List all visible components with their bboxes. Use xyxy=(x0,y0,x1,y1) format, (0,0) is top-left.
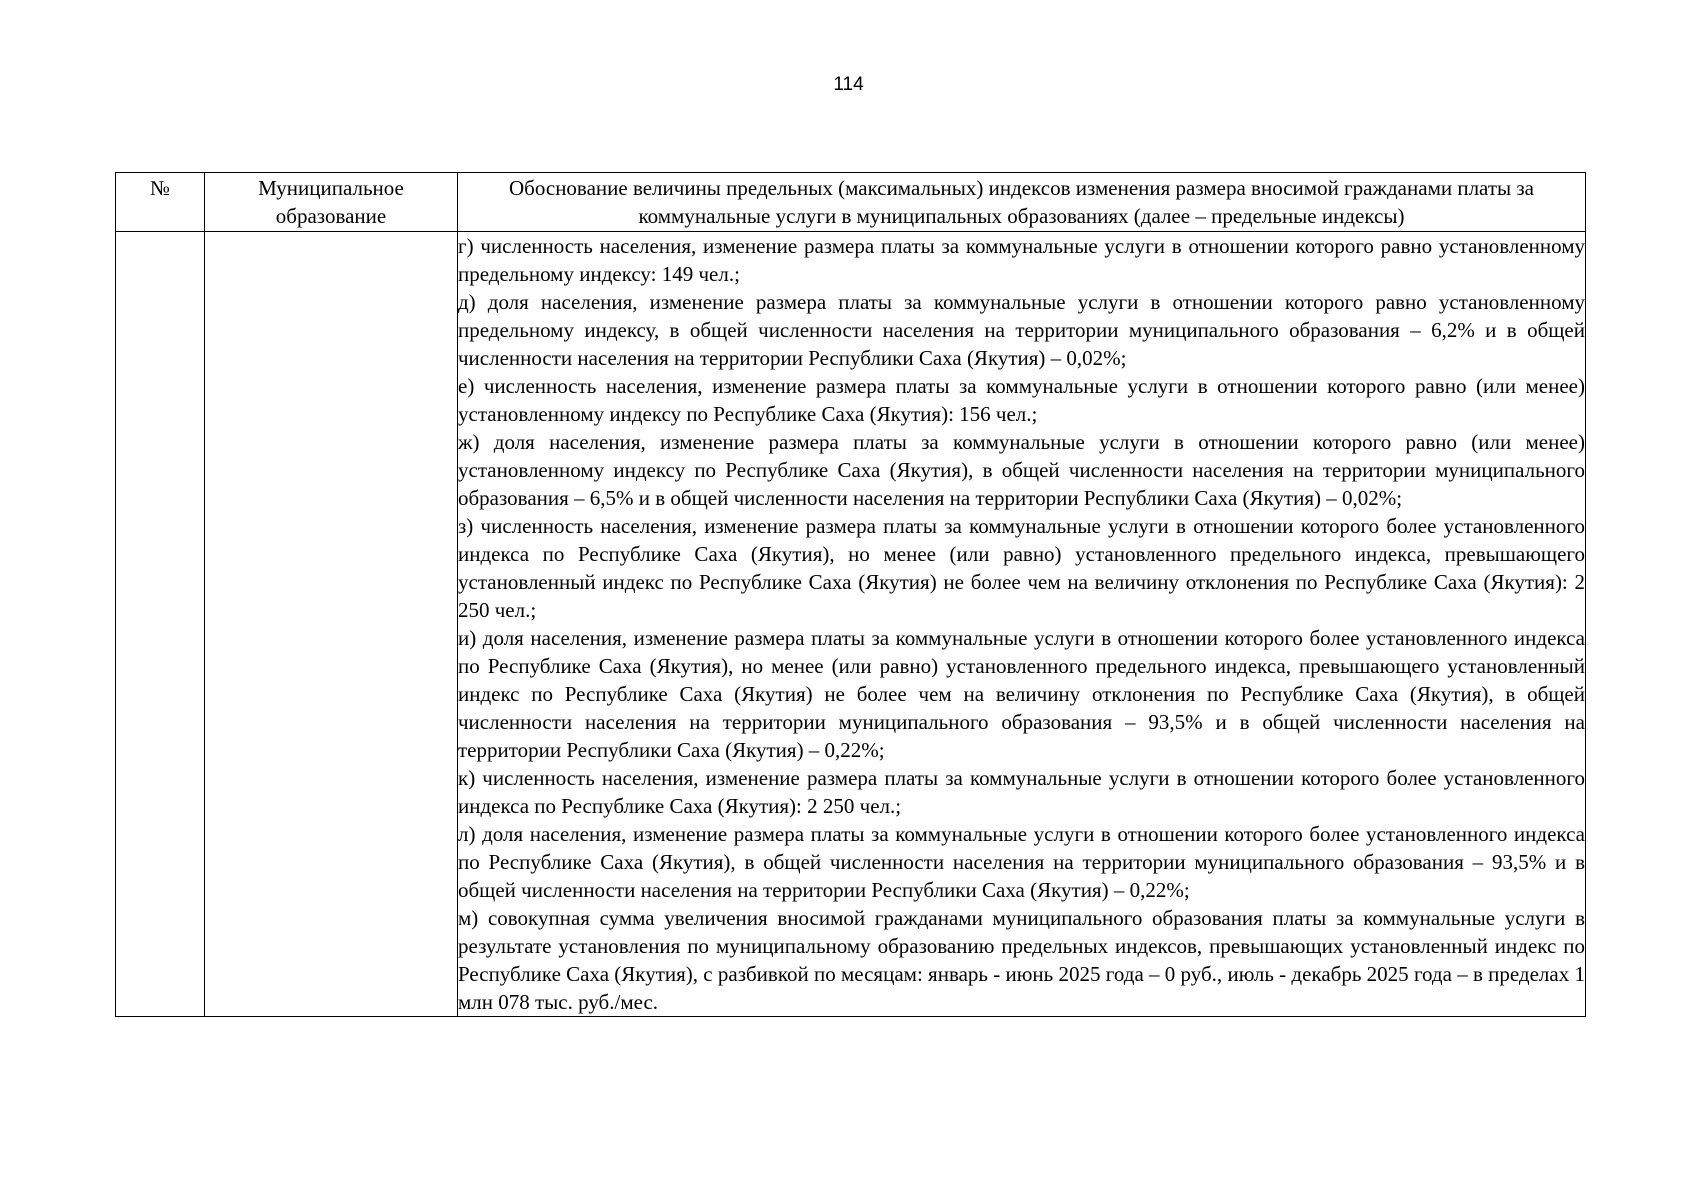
table-row xyxy=(116,232,1586,1017)
paragraph-g: г) численность населения, изменение размера платы за коммунальные услуги в отношении которого равно установленному предельному индексу: 149 чел.; xyxy=(458,234,1585,286)
paragraph-e: е) численность населения, изменение размера платы за коммунальные услуги в отношении которого равно (или менее) установленному индексу по Республике Саха (Якутия): 156 чел.; xyxy=(458,374,1585,426)
cell-justification xyxy=(458,232,1586,1017)
cell-number xyxy=(116,232,205,1017)
paragraph-k: к) численность населения, изменение размера платы за коммунальные услуги в отношении которого более установленного индекса по Республике Саха (Якутия): 2 250 чел.; xyxy=(458,766,1585,818)
paragraph-i: и) доля населения, изменение размера платы за коммунальные услуги в отношении которого более установленного индекса по Республике Саха (Якутия), но менее (или равно) установленного предельного индекса, превышающего установленный индекс по Республике Саха (Якутия) не более чем на величину отклонения по Республике Саха (Якутия), в общей численности населения на территории муниципального образования – 93,5% и в общей численности населения на территории Республики Саха (Якутия) – 0,22%; xyxy=(458,626,1585,762)
paragraph-zh: ж) доля населения, изменение размера платы за коммунальные услуги в отношении которого равно (или менее) установленному индексу по Республике Саха (Якутия), в общей численности населения на территории муниципального образования – 6,5% и в общей численности населения на территории Республики Саха (Якутия) – 0,02%; xyxy=(458,430,1585,510)
paragraph-l: л) доля населения, изменение размера платы за коммунальные услуги в отношении которого более установленного индекса по Республике Саха (Якутия), в общей численности населения на территории муниципального образования – 93,5% и в общей численности населения на территории Республики Саха (Якутия) – 0,22%; xyxy=(458,822,1585,902)
header-number: № xyxy=(116,173,205,232)
page-number: 114 xyxy=(833,74,864,95)
header-municipality: Муниципальное образование xyxy=(205,173,458,232)
cell-municipality xyxy=(205,232,458,1017)
paragraph-z: з) численность населения, изменение размера платы за коммунальные услуги в отношении которого более установленного индекса по Республике Саха (Якутия), но менее (или равно) установленного предельного индекса, превышающего установленный индекс по Республике Саха (Якутия) не более чем на величину отклонения по Республике Саха (Якутия): 2 250 чел.; xyxy=(458,514,1585,622)
table-header-row xyxy=(116,173,1586,232)
paragraph-m: м) совокупная сумма увеличения вносимой гражданами муниципального образования платы за коммунальные услуги в результате установления по муниципальному образованию предельных индексов, превышающих установленный индекс по Республике Саха (Якутия), с разбивкой по месяцам: январь - июнь 2025 года – 0 руб., июль - декабрь 2025 года – в пределах 1 млн 078 тыс. руб./мес. xyxy=(458,906,1585,1014)
justification-table xyxy=(115,172,1586,1017)
paragraph-d: д) доля населения, изменение размера платы за коммунальные услуги в отношении которого равно установленному предельному индексу, в общей численности населения на территории муниципального образования – 6,2% и в общей численности населения на территории Республики Саха (Якутия) – 0,02%; xyxy=(458,290,1585,370)
header-justification: Обоснование величины предельных (максимальных) индексов изменения размера вносимой гражданами платы за коммунальные услуги в муниципальных образованиях (далее – предельные индексы) xyxy=(458,173,1586,232)
